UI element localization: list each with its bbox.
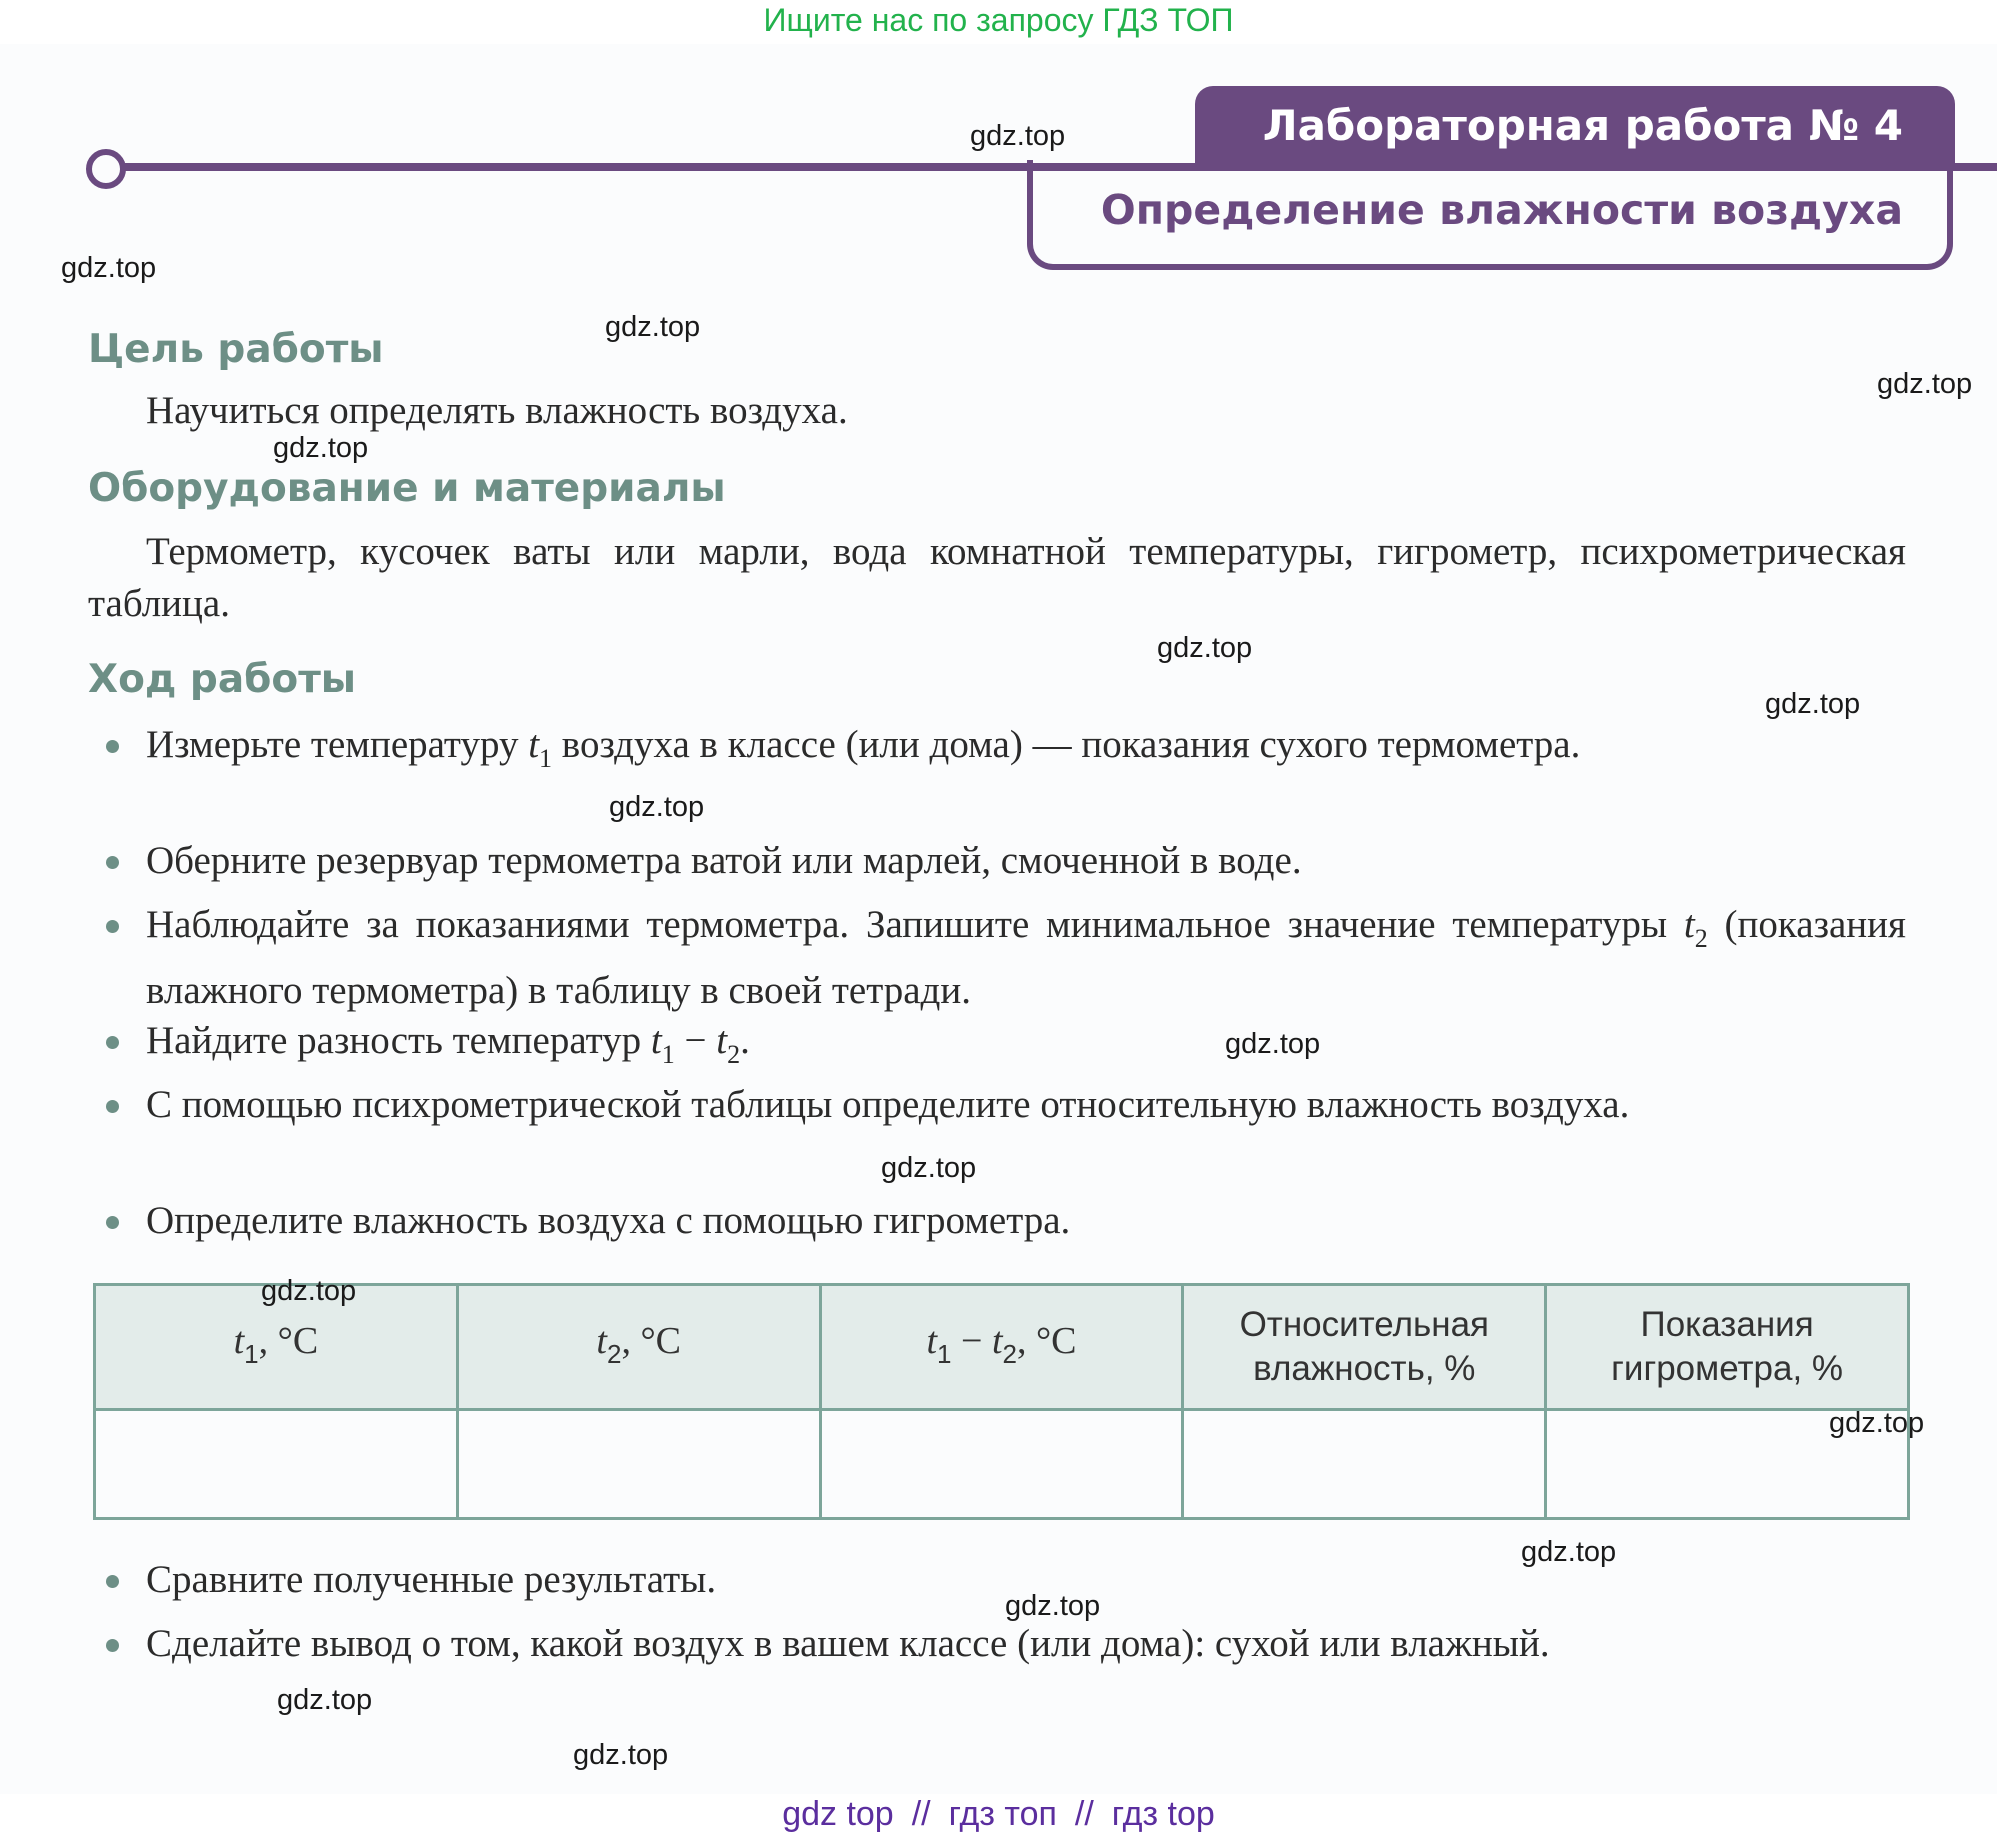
- watermark: gdz.top: [605, 311, 701, 343]
- procedure-step: Определите влажность воздуха с помощью гигрометра.: [146, 1195, 1906, 1247]
- watermark: gdz.top: [1829, 1407, 1925, 1439]
- table-cell: [457, 1410, 820, 1519]
- procedure-step: Сделайте вывод о том, какой воздух в вашем классе (или дома): сухой или влажный.: [146, 1618, 1906, 1670]
- procedure-step: Сравните полученные результаты.: [146, 1554, 1906, 1606]
- column-header-t1: $t_1$, °C: [95, 1285, 458, 1410]
- bottom-link-gdz-top[interactable]: gdz top: [782, 1795, 894, 1833]
- bottom-link-gdz-top-ru[interactable]: гдз топ: [948, 1795, 1057, 1833]
- table-cell: [820, 1410, 1183, 1519]
- goal-text: Научиться определять влажность воздуха.: [146, 389, 848, 432]
- bottom-link-gdz-top-mixed[interactable]: гдз top: [1111, 1795, 1215, 1833]
- bottom-separator: //: [1074, 1795, 1094, 1833]
- watermark: gdz.top: [61, 252, 157, 284]
- watermark: gdz.top: [277, 1684, 373, 1716]
- column-header-t2: $t_2$, °C: [457, 1285, 820, 1410]
- column-header-difference: $t_1 - t_2$, °C: [820, 1285, 1183, 1410]
- watermark: gdz.top: [1005, 1590, 1101, 1622]
- table-cell: [1183, 1410, 1546, 1519]
- watermark: gdz.top: [609, 791, 705, 823]
- watermark: gdz.top: [881, 1152, 977, 1184]
- bullet-icon: [106, 740, 119, 753]
- bullet-icon: [106, 1575, 119, 1588]
- header-rule-circle: [86, 149, 126, 189]
- lab-subtitle: Определение влажности воздуха: [1027, 160, 1953, 270]
- bullet-icon: [106, 1036, 119, 1049]
- watermark: gdz.top: [1157, 632, 1253, 664]
- column-header-relative-humidity: Относительная влажность, %: [1183, 1285, 1546, 1410]
- table-header-row: [95, 1285, 1909, 1410]
- lab-title: Лабораторная работа № 4: [1195, 86, 1955, 166]
- bottom-separator: //: [911, 1795, 931, 1833]
- watermark: gdz.top: [261, 1275, 357, 1307]
- bullet-icon: [106, 1639, 119, 1652]
- watermark: gdz.top: [970, 120, 1066, 152]
- equipment-text: Термометр, кусочек ваты или марли, вода комнатной температуры, гигрометр, психрометрическая таблица.: [88, 530, 1906, 625]
- goal-heading: Цель работы: [88, 327, 384, 372]
- bullet-icon: [106, 920, 119, 933]
- procedure-step: Наблюдайте за показаниями термометра. Запишите минимальное значение температуры $t_2$ (показания влажного термометра) в таблицу в своей тетради.: [146, 899, 1906, 1017]
- top-banner[interactable]: Ищите нас по запросу ГДЗ ТОП: [763, 2, 1234, 38]
- table-cell: [95, 1410, 458, 1519]
- procedure-heading: Ход работы: [88, 657, 357, 702]
- procedure-step: С помощью психрометрической таблицы определите относительную влажность воздуха.: [146, 1079, 1906, 1131]
- watermark: gdz.top: [1765, 688, 1861, 720]
- watermark: gdz.top: [1225, 1028, 1321, 1060]
- watermark: gdz.top: [573, 1739, 669, 1771]
- procedure-step: Найдите разность температур $t_1 - t_2$.: [146, 1015, 1906, 1081]
- procedure-step: Оберните резервуар термометра ватой или марлей, смоченной в воде.: [146, 835, 1906, 887]
- procedure-step: Измерьте температуру $t_1$ воздуха в классе (или дома) — показания сухого термометра.: [146, 719, 1906, 785]
- table-row: [95, 1410, 1909, 1519]
- equipment-heading: Оборудование и материалы: [88, 466, 726, 511]
- results-table: [93, 1283, 1910, 1520]
- bullet-icon: [106, 856, 119, 869]
- bottom-banner: [0, 1790, 1997, 1838]
- bullet-icon: [106, 1100, 119, 1113]
- bullet-icon: [106, 1216, 119, 1229]
- watermark: gdz.top: [1521, 1536, 1617, 1568]
- watermark: gdz.top: [273, 432, 369, 464]
- watermark: gdz.top: [1877, 368, 1973, 400]
- column-header-hygrometer: Показания гигрометра, %: [1546, 1285, 1909, 1410]
